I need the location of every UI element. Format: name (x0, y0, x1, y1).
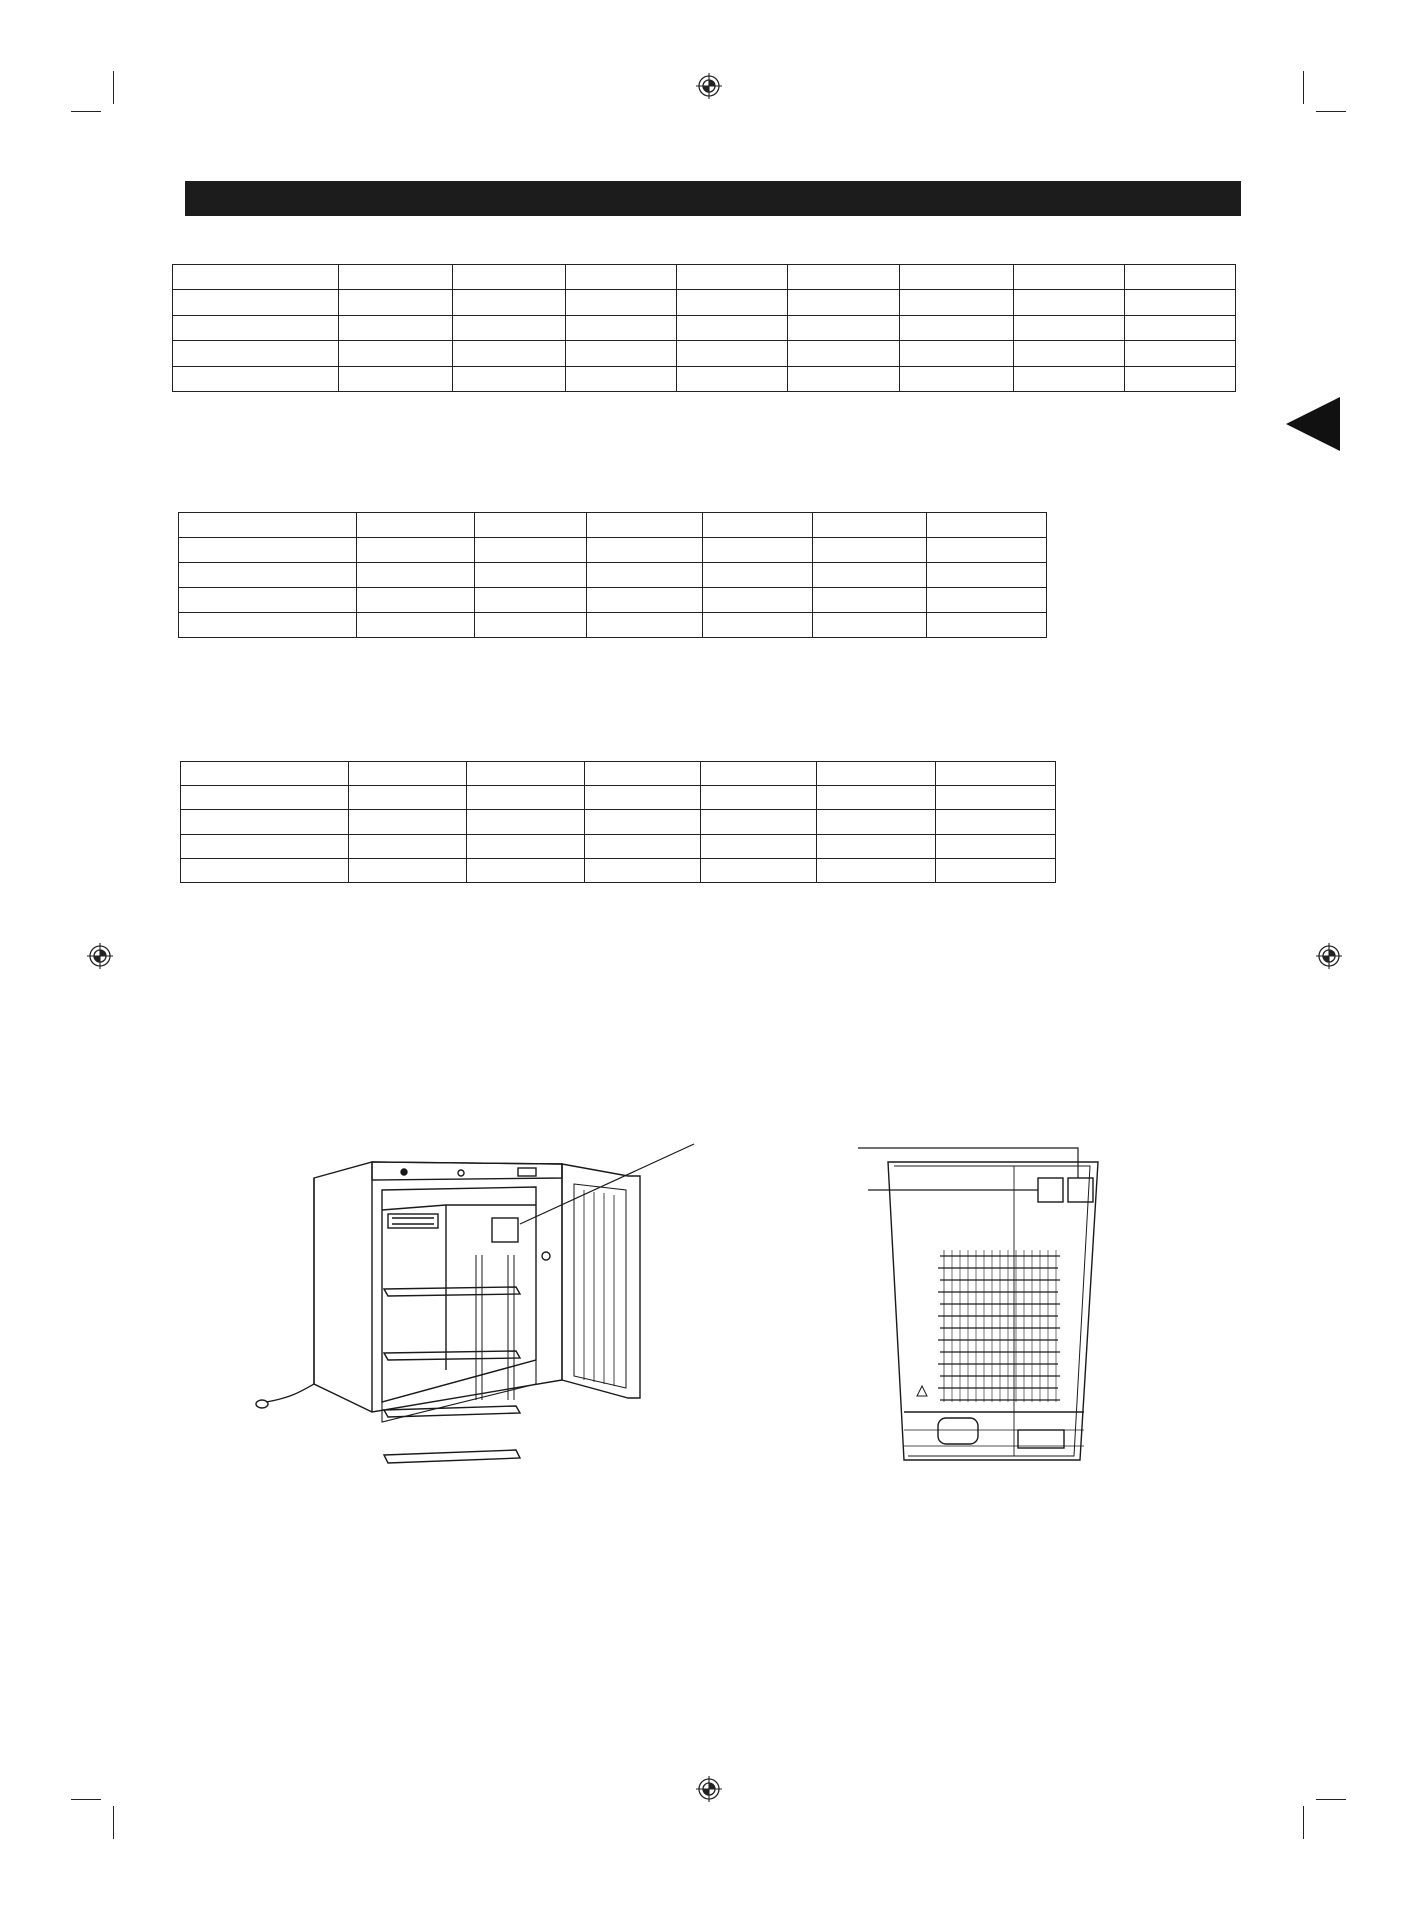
table-cell (181, 762, 349, 786)
table-cell (349, 810, 467, 834)
table-cell (585, 858, 701, 882)
table-cell (566, 290, 677, 315)
table-cell (349, 858, 467, 882)
table-cell (339, 366, 453, 391)
crop-mark-tr-v (1303, 71, 1304, 104)
table-cell (1014, 341, 1125, 366)
table-cell (703, 513, 813, 538)
table-cell (357, 513, 475, 538)
table-cell (817, 786, 936, 810)
table-cell (703, 588, 813, 613)
table-cell (566, 366, 677, 391)
table-cell (701, 810, 817, 834)
table-cell (677, 265, 788, 290)
table-cell (453, 265, 566, 290)
table-row (179, 563, 1047, 588)
table-cell (349, 834, 467, 858)
table-row (179, 588, 1047, 613)
table-cell (349, 762, 467, 786)
registration-mark-icon (696, 73, 722, 99)
table-cell (173, 341, 339, 366)
table-cell (179, 513, 357, 538)
table-row (181, 834, 1056, 858)
table-row (179, 613, 1047, 638)
fridge-rear-illustration (840, 1140, 1100, 1470)
table-cell (179, 538, 357, 563)
table-cell (701, 762, 817, 786)
table-cell (1014, 315, 1125, 340)
table-cell (173, 265, 339, 290)
table-cell (1125, 341, 1236, 366)
table-cell (339, 265, 453, 290)
spec-table-3 (180, 761, 1056, 883)
table-cell (936, 834, 1056, 858)
condenser-coil (938, 1250, 1060, 1402)
table-cell (677, 315, 788, 340)
table-cell (467, 834, 585, 858)
table-row (173, 265, 1236, 290)
table-cell (179, 588, 357, 613)
table-cell (927, 588, 1047, 613)
table-cell (677, 341, 788, 366)
table-cell (585, 834, 701, 858)
table-cell (467, 762, 585, 786)
table-cell (703, 538, 813, 563)
shelf-group (384, 1287, 520, 1463)
table-cell (357, 563, 475, 588)
table-row (181, 786, 1056, 810)
table-cell (181, 834, 349, 858)
table-cell (677, 290, 788, 315)
table-cell (566, 265, 677, 290)
table-cell (475, 588, 587, 613)
table-cell (701, 834, 817, 858)
table-row (173, 366, 1236, 391)
table-cell (788, 315, 900, 340)
table-cell (339, 290, 453, 315)
table-cell (900, 366, 1014, 391)
table-cell (900, 290, 1014, 315)
table-cell (788, 265, 900, 290)
table-cell (817, 858, 936, 882)
registration-mark-icon (1316, 943, 1342, 969)
table-cell (1014, 290, 1125, 315)
table-cell (587, 588, 703, 613)
table-cell (357, 613, 475, 638)
crop-mark-br-h (1316, 1799, 1346, 1800)
table-cell (1125, 290, 1236, 315)
table-cell (813, 563, 927, 588)
table-cell (349, 786, 467, 810)
table-cell (339, 315, 453, 340)
fridge-front-illustration (250, 1140, 700, 1460)
table-cell (173, 366, 339, 391)
table-cell (701, 786, 817, 810)
table-cell (817, 762, 936, 786)
table-cell (703, 613, 813, 638)
table-cell (900, 315, 1014, 340)
table-cell (936, 810, 1056, 834)
table-cell (927, 538, 1047, 563)
table-cell (587, 513, 703, 538)
table-row (179, 513, 1047, 538)
table-row (173, 290, 1236, 315)
table-row (179, 538, 1047, 563)
table-cell (467, 858, 585, 882)
table-cell (788, 290, 900, 315)
table-cell (817, 834, 936, 858)
table-cell (475, 563, 587, 588)
table-cell (927, 563, 1047, 588)
table-row (173, 341, 1236, 366)
crop-mark-tl-v (113, 71, 114, 104)
table-row (173, 315, 1236, 340)
table-cell (179, 563, 357, 588)
table-cell (585, 786, 701, 810)
table-cell (585, 762, 701, 786)
crop-mark-bl-v (113, 1806, 114, 1839)
table-cell (813, 513, 927, 538)
table-cell (585, 810, 701, 834)
table-cell (677, 366, 788, 391)
table-cell (453, 341, 566, 366)
table-cell (453, 290, 566, 315)
table-cell (788, 366, 900, 391)
table-cell (1125, 315, 1236, 340)
table-cell (453, 366, 566, 391)
table-cell (181, 810, 349, 834)
registration-mark-icon (87, 943, 113, 969)
table-cell (1014, 366, 1125, 391)
table-cell (566, 315, 677, 340)
table-cell (817, 810, 936, 834)
table-cell (467, 810, 585, 834)
table-cell (936, 858, 1056, 882)
table-cell (813, 538, 927, 563)
table-cell (936, 786, 1056, 810)
crop-mark-tr-h (1316, 111, 1346, 112)
table-cell (467, 786, 585, 810)
table-cell (339, 341, 453, 366)
table-cell (936, 762, 1056, 786)
table-cell (181, 786, 349, 810)
crop-mark-tl-h (71, 111, 101, 112)
table-row (181, 858, 1056, 882)
table-cell (587, 613, 703, 638)
table-cell (357, 588, 475, 613)
table-cell (475, 513, 587, 538)
table-cell (587, 538, 703, 563)
table-cell (179, 613, 357, 638)
table-cell (173, 290, 339, 315)
table-cell (813, 588, 927, 613)
section-header-bar (185, 181, 1241, 216)
table-cell (357, 538, 475, 563)
table-cell (587, 563, 703, 588)
table-cell (703, 563, 813, 588)
table-row (181, 810, 1056, 834)
table-cell (566, 341, 677, 366)
table-cell (173, 315, 339, 340)
table-cell (927, 513, 1047, 538)
crop-mark-br-v (1303, 1806, 1304, 1839)
crop-mark-bl-h (71, 1799, 101, 1800)
table-cell (1125, 366, 1236, 391)
registration-mark-icon (696, 1776, 722, 1802)
spec-table-2 (178, 512, 1047, 638)
table-cell (900, 265, 1014, 290)
section-tab-triangle-icon (1286, 397, 1340, 451)
table-cell (475, 538, 587, 563)
table-cell (900, 341, 1014, 366)
table-cell (813, 613, 927, 638)
spec-table-1 (172, 264, 1236, 392)
table-cell (788, 341, 900, 366)
table-row (181, 762, 1056, 786)
table-cell (927, 613, 1047, 638)
table-cell (475, 613, 587, 638)
table-cell (1014, 265, 1125, 290)
table-cell (181, 858, 349, 882)
table-cell (701, 858, 817, 882)
table-cell (453, 315, 566, 340)
section-title (185, 190, 197, 207)
table-cell (1125, 265, 1236, 290)
